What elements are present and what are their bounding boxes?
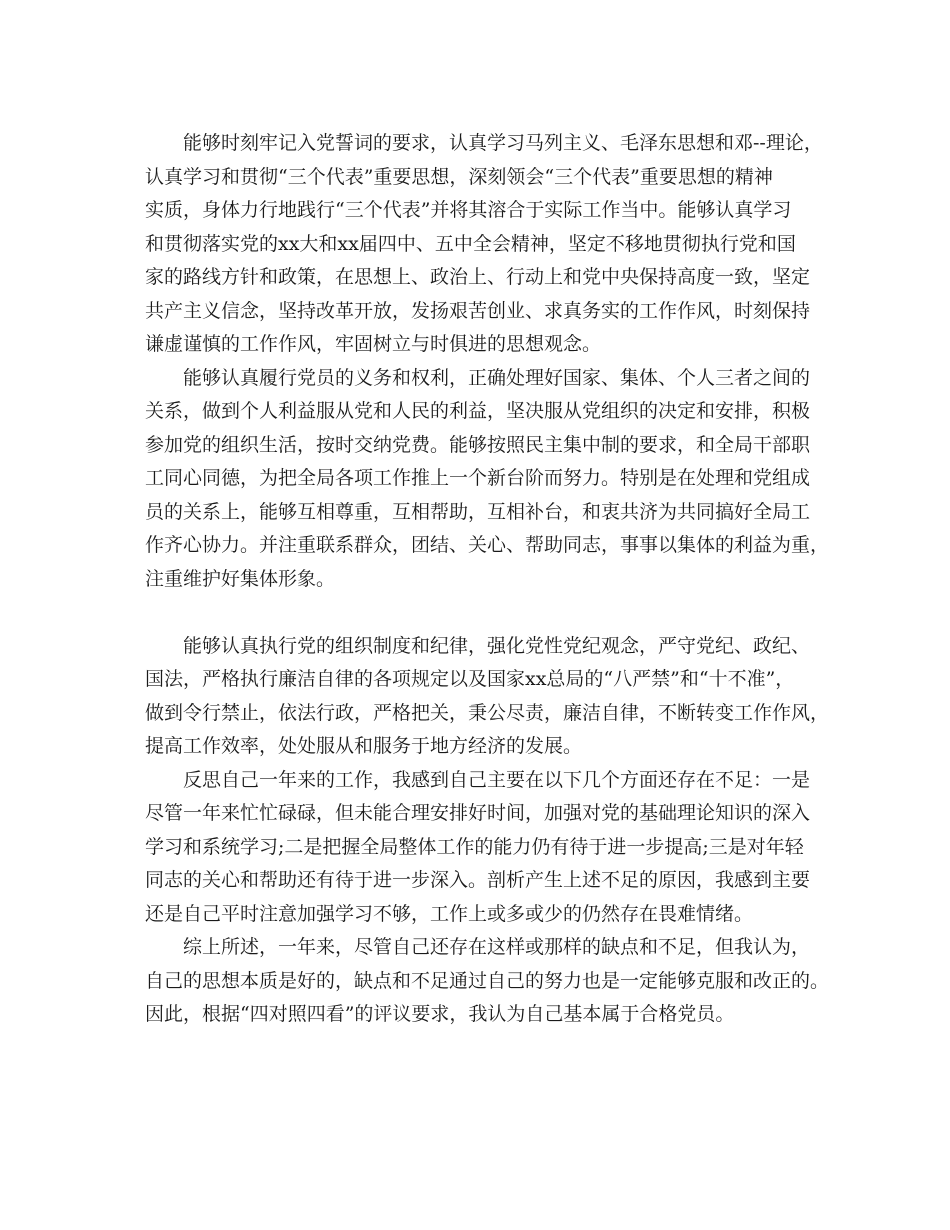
text-line: 和贯彻落实党的xx大和xx届四中、五中全会精神，坚定不移地贯彻执行党和国 <box>145 232 796 255</box>
text-line: 关系，做到个人利益服从党和人民的利益，坚决服从党组织的决定和安排，积极 <box>145 400 811 422</box>
text-line: 注重维护好集体形象。 <box>145 567 336 590</box>
document-body <box>145 127 830 1032</box>
text-line: 综上所述，一年来，尽管自己还存在这样或那样的缺点和不足，但我认为， <box>183 936 811 958</box>
text-line: 国法，严格执行廉洁自律的各项规定以及国家xx总局的“八严禁”和“十不准”， <box>145 668 795 690</box>
text-line: 尽管一年来忙忙碌碌，但未能合理安排好时间，加强对党的基础理论知识的深入 <box>145 802 811 824</box>
text-line: 能够时刻牢记入党誓词的要求，认真学习马列主义、毛泽东思想和邓--理论， <box>183 132 823 154</box>
paragraph <box>145 362 830 630</box>
text-line: 工同心同德，为把全局各项工作推上一个新台阶而努力。特别是在处理和党组成 <box>145 467 811 489</box>
text-line: 能够认真履行党员的义务和权利，正确处理好国家、集体、个人三者之间的 <box>183 366 811 389</box>
text-line: 实质，身体力行地践行“三个代表”并将其溶合于实际工作当中。能够认真学习 <box>145 199 792 221</box>
text-line: 谦虚谨慎的工作作风，牢固树立与时俱进的思想观念。 <box>145 333 602 355</box>
text-line: 自己的思想本质是好的，缺点和不足通过自己的努力也是一定能够克服和改正的。 <box>145 969 830 992</box>
text-line: 员的关系上，能够互相尊重，互相帮助，互相补台，和衷共济为共同搞好全局工 <box>145 500 811 523</box>
paragraph <box>145 630 830 764</box>
text-line: 共产主义信念，坚持改革开放，发扬艰苦创业、求真务实的工作作风，时刻保持 <box>145 299 811 322</box>
paragraph <box>145 127 823 362</box>
paragraph <box>145 764 810 932</box>
text-line: 学习和系统学习;二是把握全局整体工作的能力仍有待于进一步提高;三是对年轻 <box>145 835 804 858</box>
text-line: 反思自己一年来的工作，我感到自己主要在以下几个方面还存在不足：一是 <box>183 768 811 791</box>
text-line: 参加党的组织生活，按时交纳党费。能够按照民主集中制的要求，和全局干部职 <box>145 433 811 456</box>
paragraph <box>145 931 830 1032</box>
text-line: 同志的关心和帮助还有待于进一步深入。剖析产生上述不足的原因，我感到主要 <box>145 869 811 891</box>
text-line: 还是自己平时注意加强学习不够，工作上或多或少的仍然存在畏难情绪。 <box>145 902 754 925</box>
text-line: 提高工作效率，处处服从和服务于地方经济的发展。 <box>145 735 583 757</box>
text-line: 家的路线方针和政策，在思想上、政治上、行动上和党中央保持高度一致，坚定 <box>145 266 811 288</box>
text-line: 因此，根据“四对照四看”的评议要求，我认为自己基本属于合格党员。 <box>145 1003 735 1025</box>
text-line: 做到令行禁止，依法行政，严格把关，秉公尽责，廉洁自律，不断转变工作作风， <box>145 701 830 724</box>
text-line: 能够认真执行党的组织制度和纪律，强化党性党纪观念，严守党纪、政纪、 <box>183 634 811 657</box>
text-line <box>145 596 810 630</box>
text-line: 作齐心协力。并注重联系群众，团结、关心、帮助同志，事事以集体的利益为重， <box>145 534 830 556</box>
text-line: 认真学习和贯彻“三个代表”重要思想，深刻领会“三个代表”重要思想的精神 <box>145 165 773 188</box>
